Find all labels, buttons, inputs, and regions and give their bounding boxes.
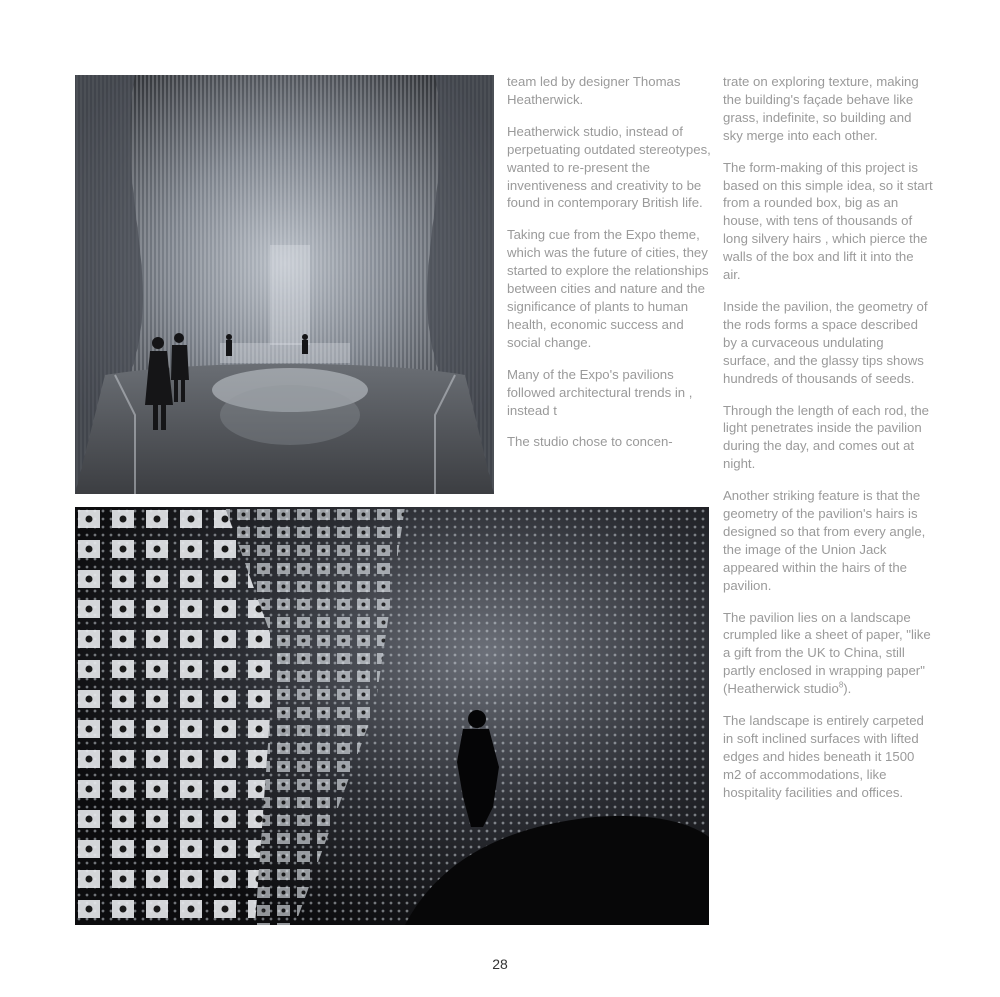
paragraph: The studio chose to concen- xyxy=(507,434,673,450)
paragraph-with-citation xyxy=(723,609,933,699)
paragraph: The landscape is entirely carpeted in soft inclined surfaces with lifted edges and hides beneath it 1500 m2 of accommodations, like hospitality facilities and offices. xyxy=(723,713,924,800)
pavilion-interior-illustration xyxy=(75,75,494,494)
article-column-middle xyxy=(507,73,719,465)
paragraph: Many of the Expo's pavilions followed architectural trends in , instead t xyxy=(507,366,693,418)
article-column-right xyxy=(723,73,933,816)
paragraph-text: The pavilion lies on a landscape crumpled like a sheet of paper, "like a gift from the UK to China, still partly enclosed in wrapping paper" (Heatherwick studio xyxy=(723,609,931,697)
paragraph: team led by designer Thomas Heatherwick. xyxy=(507,74,681,107)
pavilion-interior-photo xyxy=(75,75,494,494)
paragraph: trate on exploring texture, making the building's façade behave like grass, indefinite, so building and sky merge into each other. xyxy=(723,74,919,143)
paragraph: Inside the pavilion, the geometry of the rods forms a space described by a curvaceous undulating surface, and the glassy tips shows hundreds of thousands of seeds. xyxy=(723,298,928,386)
citation-close: ). xyxy=(843,681,852,697)
seed-rods-illustration xyxy=(75,507,709,925)
paragraph: Heatherwick studio, instead of perpetuating outdated stereotypes, wanted to re-present the inventiveness and creativity to be found in contemporary British life. xyxy=(507,123,711,211)
paragraph: Another striking feature is that the geometry of the pavilion's hairs is designed so that from every angle, the image of the Union Jack appeared within the hairs of the pavilion. xyxy=(723,488,926,593)
page-number: 28 xyxy=(492,956,508,972)
seed-rods-photo xyxy=(75,507,709,925)
paragraph: The form-making of this project is based on this simple idea, so it start from a rounded box, big as an house, with tens of thousands of long silvery hairs , which pierce the walls of the box and lift it into the air. xyxy=(723,159,933,283)
paragraph: Through the length of each rod, the light penetrates inside the pavilion during the day, and comes out at night. xyxy=(723,402,930,472)
footnote-marker: 8 xyxy=(838,680,844,690)
paragraph: Taking cue from the Expo theme, which was the future of cities, they started to explore the relationships between cities and nature and the significance of plants to human health, economic success and social change. xyxy=(507,227,709,350)
